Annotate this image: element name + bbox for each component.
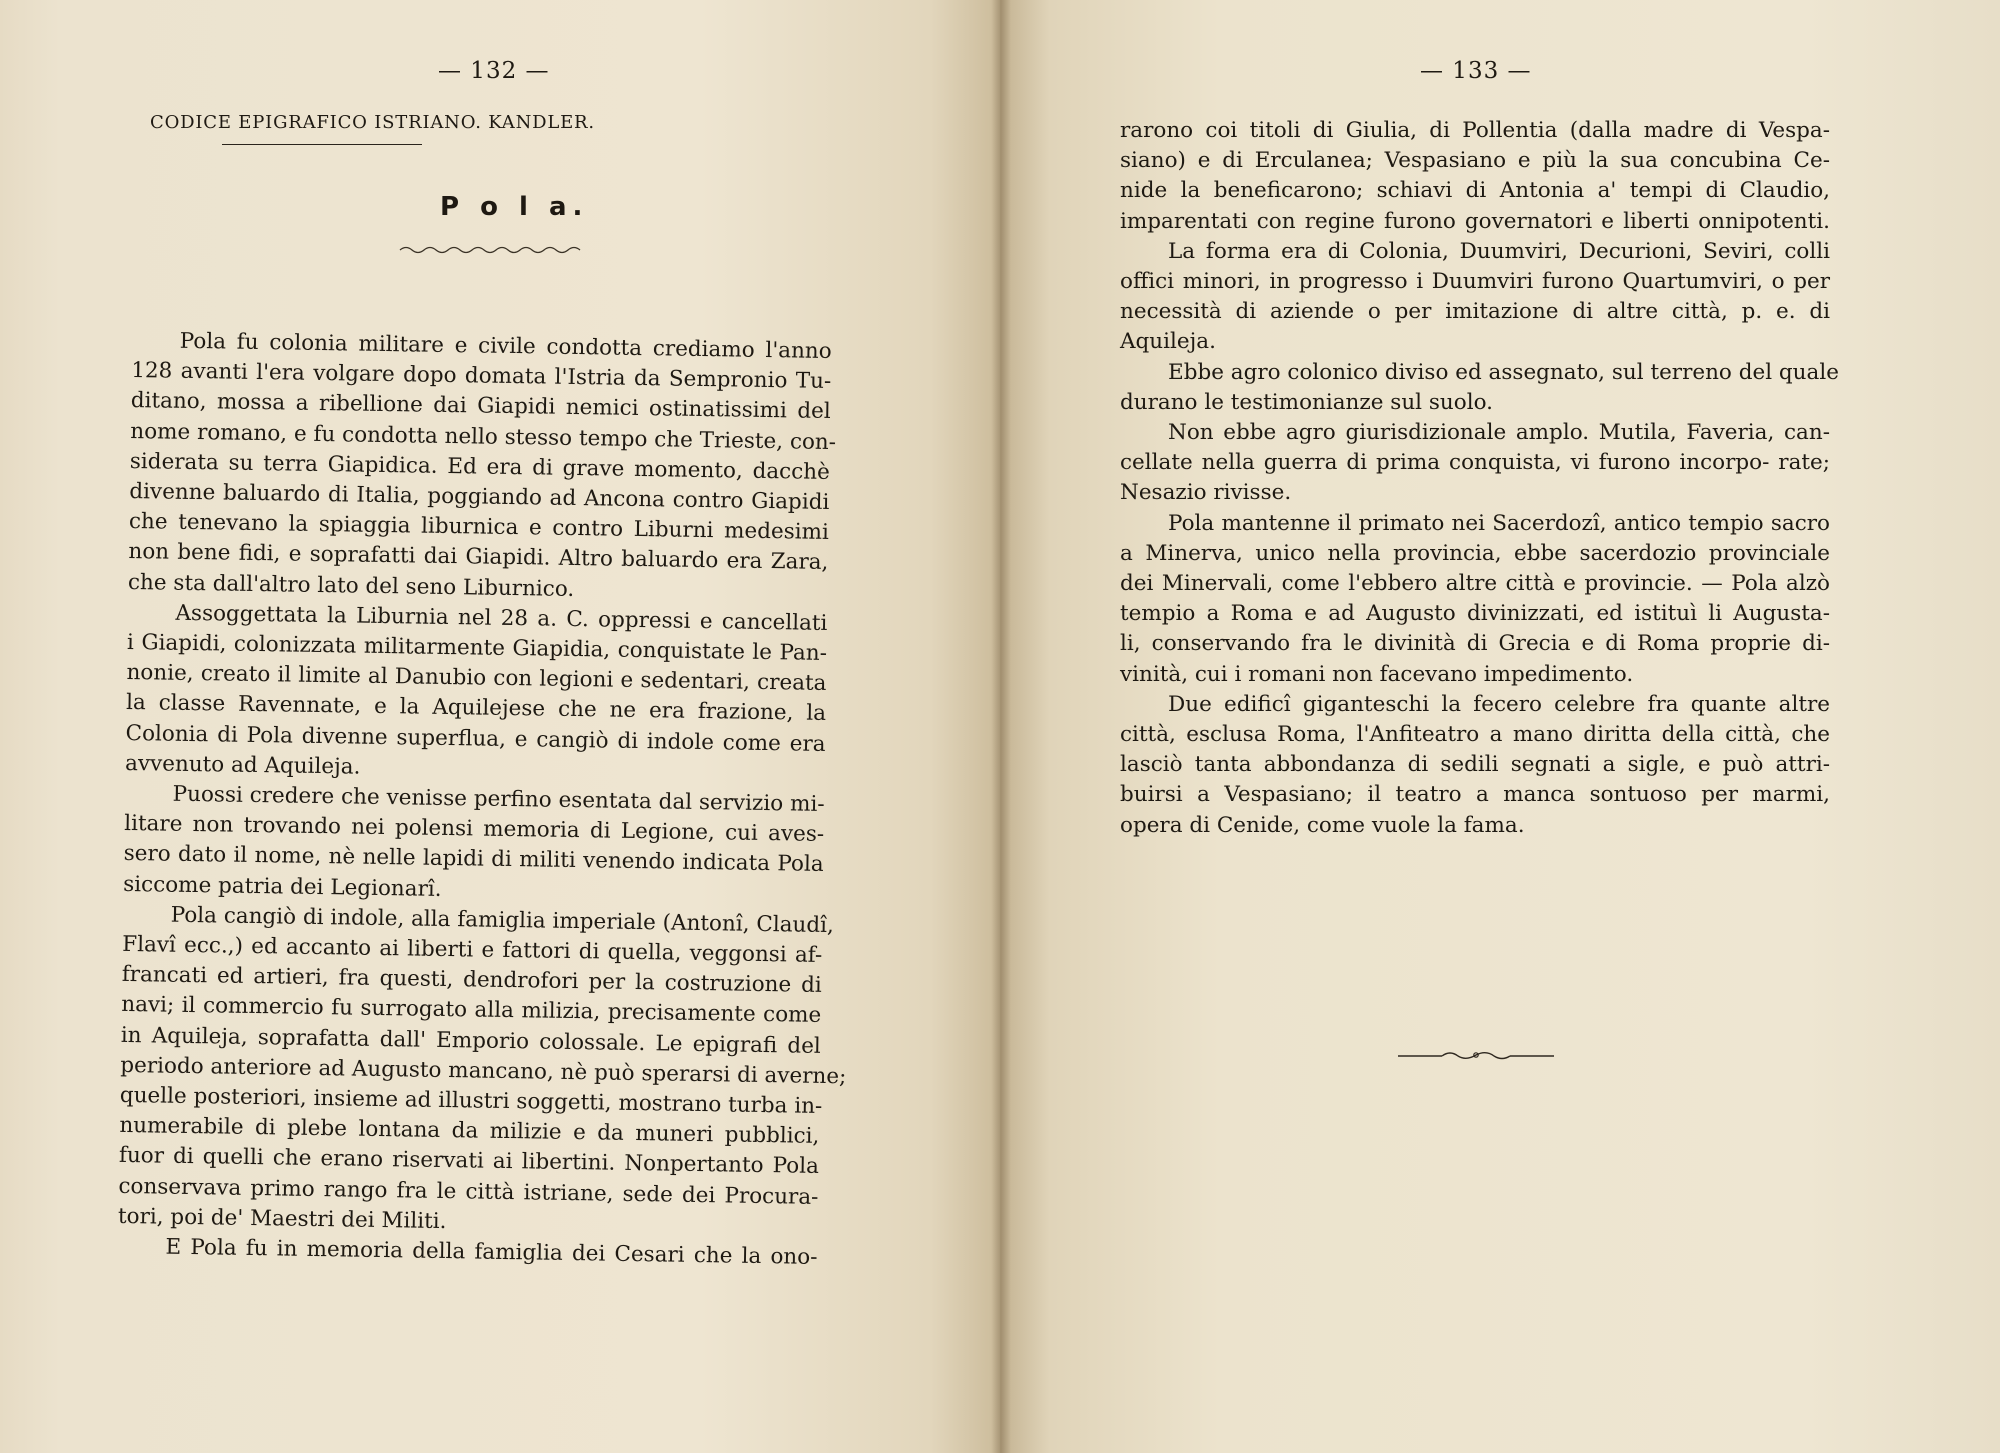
text-line: litare non trovando nei polensi memoria di Legione, cui aves- xyxy=(123,811,825,848)
page-number-right: — 133 — xyxy=(1420,58,1532,84)
text-line: Non ebbe agro giurisdizionale amplo. Mutila, Faveria, can- xyxy=(1168,420,1830,446)
text-line: navi; il commercio fu surrogato alla milizia, precisamente come xyxy=(121,992,822,1029)
text-line: i Giapidi, colonizzata militarmente Giapidia, conquistate le Pan- xyxy=(126,629,828,666)
text-line: città, esclusa Roma, l'Anfiteatro a mano diritta della città, che xyxy=(1120,722,1830,748)
text-line: che tenevano la spiaggia liburnica e contro Liburni medesimi xyxy=(128,509,830,546)
text-line: Due edificî giganteschi la fecero celebre fra quante altre xyxy=(1168,691,1830,717)
text-line: siano) e di Erculanea; Vespasiano e più la sua concubina Ce- xyxy=(1120,148,1830,174)
text-line: francati ed artieri, fra questi, dendrofori per la costruzione di xyxy=(121,962,822,999)
text-line: E Pola fu in memoria della famiglia dei Cesari che la ono- xyxy=(165,1234,818,1270)
text-line: Assoggettata la Liburnia nel 28 a. C. oppressi e cancellati xyxy=(175,600,828,636)
text-line: Ebbe agro colonico diviso ed assegnato, sul terreno del quale xyxy=(1168,359,1839,385)
text-line: vinità, cui i romani non facevano impedimento. xyxy=(1120,661,1634,687)
text-line: conservava primo rango fra le città istriane, sede dei Procura- xyxy=(118,1173,819,1210)
text-line: siderata su terra Giapidica. Ed era di grave momento, dacchè xyxy=(129,448,830,485)
text-line: Pola mantenne il primato nei Sacerdozî, antico tempio sacro xyxy=(1168,510,1830,536)
text-line: divenne baluardo di Italia, poggiando ad Ancona contro Giapidi xyxy=(129,478,830,515)
text-line: offici minori, in progresso i Duumviri furono Quartumviri, o per xyxy=(1120,269,1830,295)
text-line: durano le testimonianze sul suolo. xyxy=(1120,389,1493,415)
text-line: opera di Cenide, come vuole la fama. xyxy=(1120,812,1525,838)
text-line: buirsi a Vespasiano; il teatro a manca sontuoso per marmi, xyxy=(1120,782,1830,808)
text-line: 128 avanti l'era volgare dopo domata l'Istria da Sempronio Tu- xyxy=(131,358,832,395)
text-line: avvenuto ad Aquileja. xyxy=(124,750,361,780)
text-line: siccome patria dei Legionarî. xyxy=(123,871,442,902)
running-head: CODICE EPIGRAFICO ISTRIANO. KANDLER. xyxy=(150,112,595,133)
text-line: Pola cangiò di indole, alla famiglia imperiale (Antonî, Claudî, xyxy=(170,902,835,938)
section-title: P o l a. xyxy=(440,192,589,222)
text-line: ditano, mossa a ribellione dai Giapidi nemici ostinatissimi del xyxy=(130,388,831,425)
text-line: Aquileja. xyxy=(1120,329,1216,355)
text-line: non bene fidi, e soprafatti dai Giapidi. Altro baluardo era Zara, xyxy=(128,539,829,576)
text-line: rarono coi titoli di Giulia, di Pollentia (dalla madre di Vespa- xyxy=(1120,118,1830,143)
text-line: Colonia di Pola divenne superflua, e cangiò di indole come era xyxy=(125,720,826,757)
text-line: la classe Ravennate, e la Aquilejese che ne era frazione, la xyxy=(125,690,827,727)
running-head-rule xyxy=(222,144,422,145)
text-line: Nesazio rivisse. xyxy=(1120,480,1292,506)
text-line: tempio a Roma e ad Augusto divinizzati, ed istituì li Augusta- xyxy=(1120,601,1830,627)
text-line: tori, poi de' Maestri dei Militi. xyxy=(117,1203,447,1234)
text-line: li, conservando fra le divinità di Grecia e di Roma proprie di- xyxy=(1120,631,1830,657)
text-line: fuor di quelli che erano riservati ai libertini. Nonpertanto Pola xyxy=(118,1143,820,1180)
page-number-left: — 132 — xyxy=(438,58,550,84)
text-line: nonie, creato il limite al Danubio con legioni e sedentari, creata xyxy=(126,660,827,697)
end-ornament-icon xyxy=(1396,1048,1556,1062)
text-line: periodo anteriore ad Augusto mancano, nè può sperarsi di averne; xyxy=(120,1052,847,1090)
book-gutter xyxy=(991,0,1011,1453)
text-line: che sta dall'altro lato del seno Liburnico. xyxy=(127,569,575,602)
text-line: La forma era di Colonia, Duumviri, Decurioni, Seviri, colli xyxy=(1168,238,1830,264)
right-body-text xyxy=(1120,116,1839,841)
left-body-text xyxy=(117,326,847,1273)
right-page xyxy=(1000,0,2000,1453)
text-line: Flavî ecc.,) ed accanto ai liberti e fattori di quella, veggonsi af- xyxy=(122,931,823,968)
text-line: nome romano, e fu condotta nello stesso tempo che Trieste, con- xyxy=(130,418,837,455)
text-line: nide la beneficarono; schiavi di Antonia a' tempi di Claudio, xyxy=(1120,178,1830,204)
text-line: dei Minervali, come l'ebbero altre città e provincie. — Pola alzò xyxy=(1120,571,1830,597)
text-line: quelle posteriori, insieme ad illustri soggetti, mostrano turba in- xyxy=(119,1082,823,1120)
text-line: imparentati con regine furono governatori e liberti onnipotenti. xyxy=(1120,208,1830,234)
text-line: necessità di aziende o per imitazione di altre città, p. e. di xyxy=(1120,299,1830,325)
text-line: numerabile di plebe lontana da milizie e da muneri pubblici, xyxy=(119,1113,820,1150)
squiggle-ornament-icon xyxy=(398,244,584,256)
text-line: cellate nella guerra di prima conquista, vi furono incorpo- rate; xyxy=(1120,450,1830,476)
text-line: lasciò tanta abbondanza di sedili segnati a sigle, e può attri- xyxy=(1120,752,1830,778)
text-line: a Minerva, unico nella provincia, ebbe sacerdozio provinciale xyxy=(1120,540,1830,566)
text-line: sero dato il nome, nè nelle lapidi di militi venendo indicata Pola xyxy=(123,841,824,878)
text-line: Puossi credere che venisse perfino esentata dal servizio mi- xyxy=(172,781,825,817)
text-line: Pola fu colonia militare e civile condotta crediamo l'anno xyxy=(179,328,832,364)
text-line: in Aquileja, soprafatta dall' Emporio colossale. Le epigrafi del xyxy=(120,1022,821,1059)
